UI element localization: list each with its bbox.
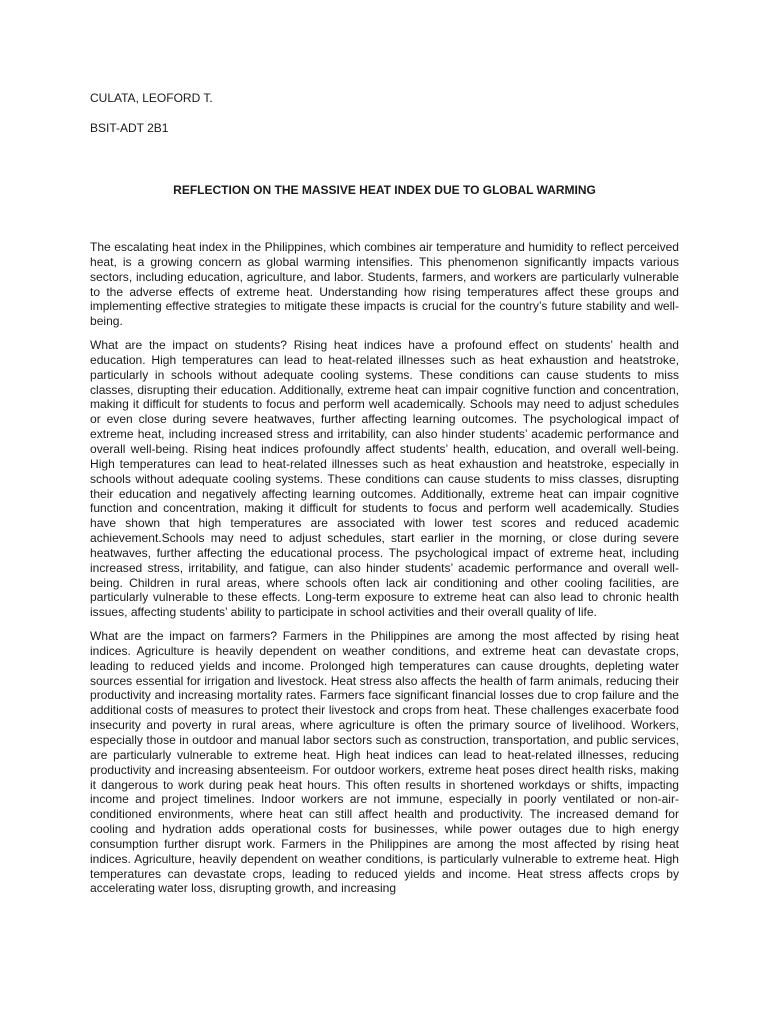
class-section: BSIT-ADT 2B1: [90, 121, 169, 135]
paragraph-students: What are the impact on students? Rising heat indices have a profound effect on students’ health and education. High temperatures can lead to heat-related illnesses such as heat exhaustion and heatstroke, particularly in schools without adequate cooling systems. These conditions can cause students to miss classes, disrupting their education. Additionally, extreme heat can impair cognitive function and concentration, making it difficult for students to focus and perform well academically. Schools may need to adjust schedules or even close during severe heatwaves, further affecting learning outcomes. The psychological impact of extreme heat, including increased stress and irritability, can also hinder students’ academic performance and overall well-being. Rising heat indices profoundly affect students’ health, education, and overall well-being. High temperatures can lead to heat-related illnesses such as heat exhaustion and heatstroke, especially in schools without adequate cooling systems. These conditions can cause students to miss classes, disrupting their education and negatively affecting learning outcomes. Additionally, extreme heat can impair cognitive function and concentration, making it difficult for students to focus and perform well academically. Studies have shown that high temperatures are associated with lower test scores and reduced academic achievement.Schools may need to adjust schedules, start earlier in the morning, or close during severe heatwaves, further affecting the educational process. The psychological impact of extreme heat, including increased stress, irritability, and fatigue, can also hinder students’ academic performance and overall well-being. Children in rural areas, where schools often lack air conditioning and other cooling facilities, are particularly vulnerable to these effects. Long-term exposure to extreme heat can also lead to chronic health issues, affecting students’ ability to participate in school activities and their overall quality of life.: [90, 338, 679, 620]
paragraph-introduction: The escalating heat index in the Philippines, which combines air temperature and humidity to reflect perceived heat, is a growing concern as global warming intensifies. This phenomenon significantly impacts various sectors, including education, agriculture, and labor. Students, farmers, and workers are particularly vulnerable to the adverse effects of extreme heat. Understanding how rising temperatures affect these groups and implementing effective strategies to mitigate these impacts is crucial for the country’s future stability and well-being.: [90, 240, 679, 329]
author-name: CULATA, LEOFORD T.: [90, 91, 213, 105]
document-page: [90, 90, 679, 905]
paragraph-farmers: What are the impact on farmers? Farmers in the Philippines are among the most affected by rising heat indices. Agriculture is heavily dependent on weather conditions, and extreme heat can devastate crops, leading to reduced yields and income. Prolonged high temperatures can cause droughts, depleting water sources essential for irrigation and livestock. Heat stress also affects the health of farm animals, reducing their productivity and increasing mortality rates. Farmers face significant financial losses due to crop failure and the additional costs of measures to protect their livestock and crops from heat. These challenges exacerbate food insecurity and poverty in rural areas, where agriculture is often the primary source of livelihood. Workers, especially those in outdoor and manual labor sectors such as construction, transportation, and public services, are particularly vulnerable to extreme heat. High heat indices can lead to heat-related illnesses, reducing productivity and increasing absenteeism. For outdoor workers, extreme heat poses direct health risks, making it dangerous to work during peak heat hours. This often results in shortened workdays or shifts, impacting income and project timelines. Indoor workers are not immune, especially in poorly ventilated or non-air-conditioned environments, where heat can still affect health and productivity. The increased demand for cooling and hydration adds operational costs for businesses, while power outages due to high energy consumption further disrupt work. Farmers in the Philippines are among the most affected by rising heat indices. Agriculture, heavily dependent on weather conditions, is particularly vulnerable to extreme heat. High temperatures can devastate crops, leading to reduced yields and income. Heat stress affects crops by accelerating water loss, disrupting growth, and increasing: [90, 629, 679, 896]
document-title: REFLECTION ON THE MASSIVE HEAT INDEX DUE TO GLOBAL WARMING: [173, 183, 596, 197]
